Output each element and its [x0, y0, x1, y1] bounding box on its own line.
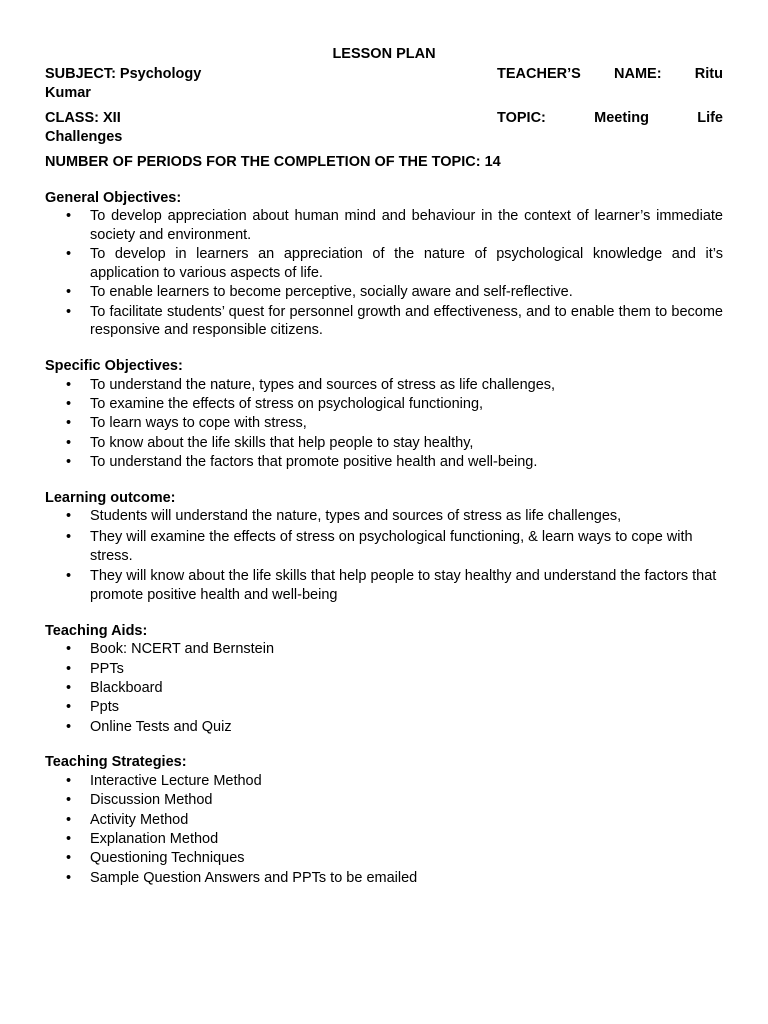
list-item: • To develop appreciation about human mind and behaviour in the context of learner’s immediate society and environment. [45, 207, 723, 244]
specific-objectives-heading: Specific Objectives: [45, 357, 183, 374]
teacher-word-1: TEACHER’S [497, 66, 581, 82]
list-item: • Activity Method [45, 811, 723, 830]
list-item: • They will examine the effects of stress on psychological functioning, & learn ways to cope with stress. [45, 528, 723, 565]
learning-outcome-heading: Learning outcome: [45, 489, 176, 506]
list-item: • Students will understand the nature, types and sources of stress as life challenges, [45, 507, 723, 526]
teacher-word-3: Ritu [694, 66, 723, 82]
list-item: • PPTs [45, 660, 723, 679]
subject-teacher-row [45, 65, 723, 102]
list-item: • To enable learners to become perceptive, socially aware and self-reflective. [45, 283, 723, 302]
list-item: • To understand the factors that promote positive health and well-being. [45, 453, 723, 472]
lesson-plan-page [45, 44, 723, 888]
teaching-aids-list [45, 640, 723, 736]
class-topic-row [45, 109, 723, 146]
list-item: • Online Tests and Quiz [45, 718, 723, 737]
periods-line: NUMBER OF PERIODS FOR THE COMPLETION OF THE TOPIC: 14 [45, 153, 501, 170]
class-label: CLASS: XII [45, 110, 121, 127]
teaching-strategies-heading: Teaching Strategies: [45, 754, 187, 771]
list-item: • Explanation Method [45, 830, 723, 849]
general-objectives-heading: General Objectives: [45, 189, 182, 206]
topic-label [497, 109, 723, 128]
subject-label: SUBJECT: Psychology [45, 66, 202, 82]
list-item: • To examine the effects of stress on psychological functioning, [45, 395, 723, 414]
teaching-aids-heading: Teaching Aids: [45, 622, 148, 639]
list-item: • To facilitate students’ quest for personnel growth and effectiveness, and to enable them to become responsive and responsible citizens. [45, 303, 723, 340]
document-title: LESSON PLAN [332, 46, 436, 62]
list-item: • Interactive Lecture Method [45, 772, 723, 791]
topic-word-2: Meeting [594, 110, 649, 127]
teaching-strategies-list [45, 772, 723, 887]
list-item: • Sample Question Answers and PPTs to be emailed [45, 869, 723, 888]
list-item: • To know about the life skills that help people to stay healthy, [45, 434, 723, 453]
list-item: • Book: NCERT and Bernstein [45, 640, 723, 659]
teacher-name-wrap: Kumar [45, 84, 91, 101]
list-item: • To develop in learners an appreciation of the nature of psychological knowledge and it’s application to various aspects of life. [45, 245, 723, 282]
list-item: • To understand the nature, types and sources of stress as life challenges, [45, 376, 723, 395]
teacher-word-2: NAME: [614, 66, 662, 82]
topic-word-1: TOPIC: [497, 110, 546, 127]
specific-objectives-list [45, 376, 723, 472]
topic-wrap: Challenges [45, 129, 123, 146]
general-objectives-list [45, 207, 723, 340]
list-item: • Blackboard [45, 679, 723, 698]
list-item: • They will know about the life skills that help people to stay healthy and understand the factors that promote positive health and well-being [45, 567, 723, 604]
list-item: • Ppts [45, 698, 723, 717]
list-item: • Discussion Method [45, 791, 723, 810]
topic-word-3: Life [697, 110, 723, 127]
teacher-name-label [497, 65, 723, 84]
learning-outcome-list [45, 507, 723, 605]
list-item: • Questioning Techniques [45, 849, 723, 868]
list-item: • To learn ways to cope with stress, [45, 414, 723, 433]
